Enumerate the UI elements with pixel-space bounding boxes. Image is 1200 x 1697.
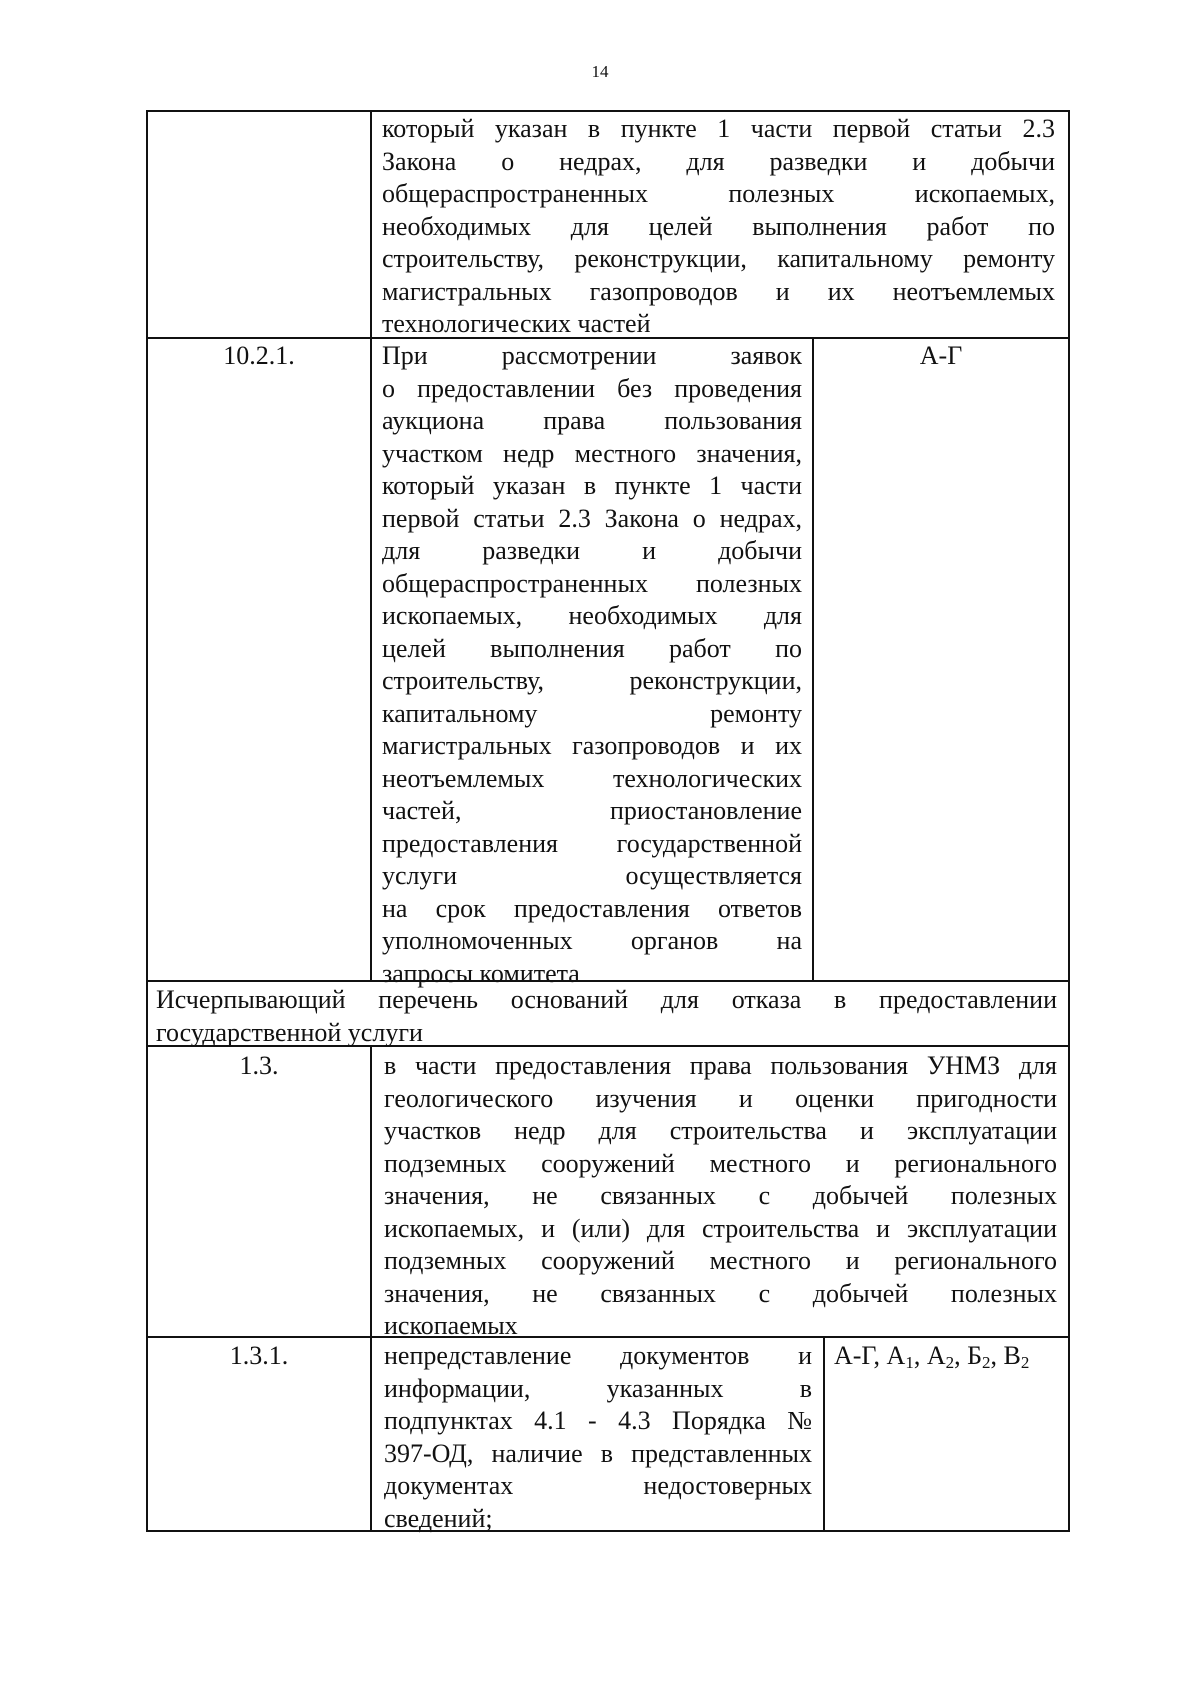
text-line: для разведки и добычи	[382, 536, 802, 565]
text-line: ископаемых, и (или) для строительства и эксплуатации	[384, 1213, 1057, 1243]
row-number: 1.3.1.	[229, 1341, 289, 1370]
applicability-mark	[834, 1340, 1066, 1372]
text-line: технологических частей	[382, 309, 651, 338]
text-line: При рассмотрении заявок	[382, 341, 802, 370]
column-divider	[370, 1045, 372, 1532]
text-line: значения, не связанных с добычей полезных	[384, 1181, 1057, 1210]
text-line: ископаемых, необходимых для	[382, 601, 802, 630]
text-line: общераспространенных полезных	[382, 568, 802, 598]
mark-text: А-Г, А	[834, 1341, 906, 1370]
text-line: в части предоставления права пользования УНМЗ для	[384, 1051, 1057, 1080]
text-line: предоставления государственной	[382, 828, 802, 858]
row-number: 1.3.	[239, 1051, 279, 1080]
mark-text: , А	[913, 1341, 946, 1370]
text-line: уполномоченных органов на	[382, 926, 802, 955]
table-border-left	[146, 110, 148, 1532]
text-line: неотъемлемых технологических	[382, 763, 802, 793]
text-line: целей выполнения работ по	[382, 633, 802, 663]
text-line: аукциона права пользования	[382, 406, 802, 435]
text-line: геологического изучения и оценки пригодности	[384, 1083, 1057, 1113]
text-line: значения, не связанных с добычей полезных	[384, 1278, 1057, 1308]
text-line: запросы комитета	[382, 958, 580, 988]
mark-subscript: 2	[982, 1353, 991, 1372]
text-line: первой статьи 2.3 Закона о недрах,	[382, 503, 802, 533]
mark-text: , В	[990, 1341, 1021, 1370]
text-line: строительству, реконструкции,	[382, 666, 802, 695]
text-line: 397-ОД, наличие в представленных	[384, 1438, 812, 1468]
text-line: который указан в пункте 1 части первой статьи 2.3	[382, 114, 1055, 143]
text-line: ископаемых	[384, 1311, 518, 1340]
text-line: капитальному ремонту	[382, 698, 802, 728]
text-line: который указан в пункте 1 части	[382, 471, 802, 500]
text-line: непредставление документов и	[384, 1341, 812, 1370]
text-line: документах недостоверных	[384, 1471, 812, 1500]
text-line: информации, указанных в	[384, 1373, 812, 1403]
mark-subscript: 2	[1020, 1353, 1030, 1372]
text-line: подпунктах 4.1 - 4.3 Порядка №	[384, 1406, 812, 1435]
column-divider	[823, 1336, 825, 1532]
table-border-right	[1068, 110, 1070, 1532]
text-line: на срок предоставления ответов	[382, 893, 802, 923]
text-line: строительству, реконструкции, капитальному ремонту	[382, 244, 1055, 273]
mark-subscript: 2	[945, 1353, 955, 1372]
text-line: участков недр для строительства и эксплуатации	[384, 1116, 1057, 1145]
text-line: Исчерпывающий перечень оснований для отказа в предоставлении	[156, 985, 1057, 1014]
row1-text	[382, 113, 1055, 341]
text-line: сведений;	[384, 1503, 493, 1533]
row3-text	[384, 1050, 1057, 1343]
text-line: магистральных газопроводов и их	[382, 731, 802, 760]
row4-text	[384, 1340, 812, 1535]
mark-text: , Б	[954, 1341, 983, 1370]
applicability-mark: А-Г	[919, 341, 963, 370]
text-line: подземных сооружений местного и регионального	[384, 1148, 1057, 1178]
row-number: 10.2.1.	[223, 341, 295, 370]
row2-text	[382, 340, 802, 990]
mark-subscript: 1	[905, 1353, 914, 1372]
section-header	[156, 984, 1057, 1049]
table-border-top	[146, 110, 1070, 112]
text-line: услуги осуществляется	[382, 861, 802, 890]
page-number: 14	[591, 62, 609, 81]
text-line: Закона о недрах, для разведки и добычи	[382, 146, 1055, 176]
text-line: подземных сооружений местного и регионального	[384, 1246, 1057, 1275]
column-divider	[812, 337, 814, 981]
text-line: магистральных газопроводов и их неотъемлемых	[382, 276, 1055, 306]
text-line: участком недр местного значения,	[382, 438, 802, 468]
text-line: общераспространенных полезных ископаемых,	[382, 179, 1055, 208]
column-divider	[370, 110, 372, 981]
text-line: о предоставлении без проведения	[382, 373, 802, 403]
text-line: государственной услуги	[156, 1017, 423, 1047]
text-line: частей, приостановление	[382, 796, 802, 825]
text-line: необходимых для целей выполнения работ по	[382, 211, 1055, 241]
